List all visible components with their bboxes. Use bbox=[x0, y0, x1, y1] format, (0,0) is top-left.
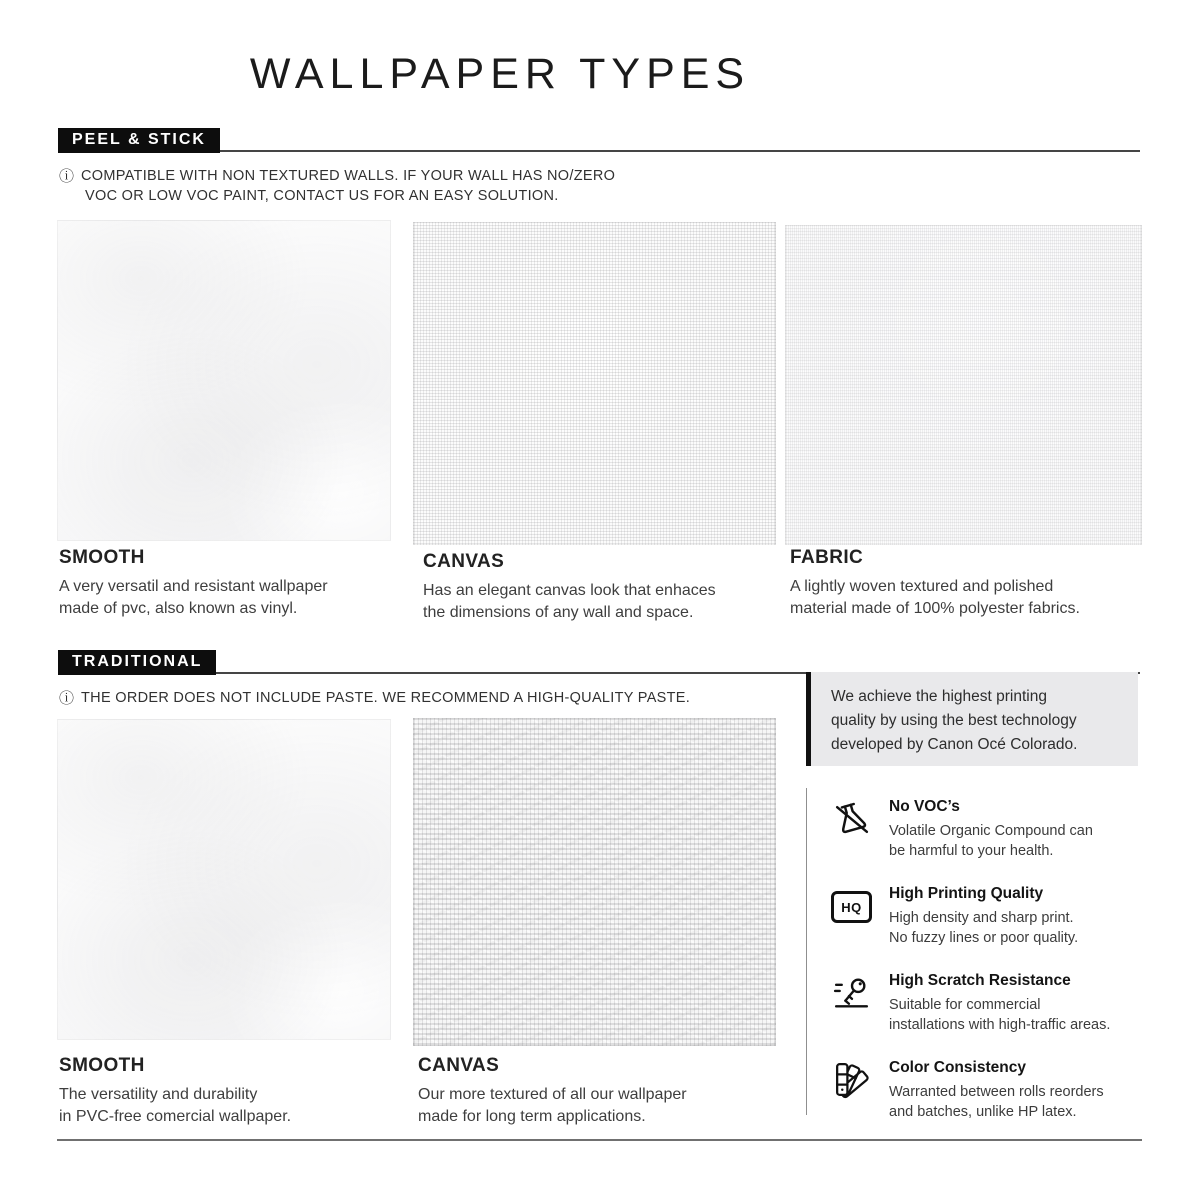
peel-stick-fabric-caption bbox=[790, 547, 1150, 619]
traditional-note bbox=[59, 689, 759, 709]
swatch-description bbox=[59, 1084, 399, 1127]
swatch-description bbox=[423, 580, 783, 623]
feature-description bbox=[889, 995, 1110, 1035]
desc-line: Has an elegant canvas look that enhaces bbox=[423, 582, 716, 599]
hq-badge-icon bbox=[831, 885, 872, 926]
scratch-key-icon bbox=[831, 972, 872, 1013]
note-line: VOC OR LOW VOC PAINT, CONTACT US FOR AN EASY SOLUTION. bbox=[85, 187, 559, 204]
peel-stick-note-text bbox=[81, 167, 615, 206]
feature-text bbox=[889, 885, 1078, 948]
desc-line: material made of 100% polyester fabrics. bbox=[790, 599, 1080, 617]
feature-title: Color Consistency bbox=[889, 1059, 1026, 1076]
peel-stick-smooth-caption bbox=[59, 547, 399, 619]
desc-line: A lightly woven textured and polished bbox=[790, 578, 1054, 595]
quote-line: We achieve the highest printing bbox=[831, 688, 1047, 705]
feature-high-scratch-resistance bbox=[831, 972, 1151, 1035]
desc-line: installations with high-traffic areas. bbox=[889, 1017, 1111, 1033]
info-icon: ⓘ bbox=[59, 690, 75, 707]
peel-stick-rule bbox=[58, 150, 1140, 152]
desc-line: High density and sharp print. bbox=[889, 910, 1074, 926]
swatch-description bbox=[59, 576, 399, 619]
peel-stick-canvas-swatch-image bbox=[413, 222, 776, 545]
traditional-smooth-caption bbox=[59, 1055, 399, 1127]
peel-stick-fabric-swatch-image bbox=[785, 225, 1142, 545]
page-title: WALLPAPER TYPES bbox=[249, 50, 751, 98]
traditional-smooth-swatch-image bbox=[57, 719, 391, 1040]
traditional-canvas-swatch-image bbox=[413, 718, 776, 1046]
feature-color-consistency bbox=[831, 1059, 1151, 1122]
swatch-name: CANVAS bbox=[418, 1055, 500, 1076]
desc-line: Warranted between rolls reorders bbox=[889, 1084, 1104, 1100]
feature-text bbox=[889, 972, 1110, 1035]
feature-title: No VOC’s bbox=[889, 798, 960, 815]
desc-line: The versatility and durability bbox=[59, 1086, 258, 1103]
desc-line: and batches, unlike HP latex. bbox=[889, 1104, 1077, 1120]
feature-description bbox=[889, 908, 1078, 948]
feature-text bbox=[889, 798, 1093, 861]
note-line: THE ORDER DOES NOT INCLUDE PASTE. WE RECOMMEND A HIGH-QUALITY PASTE. bbox=[81, 690, 691, 706]
desc-line: made of pvc, also known as vinyl. bbox=[59, 599, 298, 617]
swatch-name: CANVAS bbox=[423, 551, 505, 572]
peel-stick-smooth-swatch-image bbox=[57, 220, 391, 541]
feature-list bbox=[806, 788, 1151, 1120]
swatch-description bbox=[790, 576, 1150, 619]
desc-line: the dimensions of any wall and space. bbox=[423, 603, 694, 621]
feature-title: High Scratch Resistance bbox=[889, 972, 1071, 989]
peel-stick-note bbox=[59, 167, 699, 206]
peel-stick-badge-label: PEEL & STICK bbox=[58, 128, 220, 153]
desc-line: No fuzzy lines or poor quality. bbox=[889, 930, 1079, 946]
desc-line: be harmful to your health. bbox=[889, 843, 1054, 859]
color-swatches-icon bbox=[831, 1059, 872, 1100]
desc-line: A very versatil and resistant wallpaper bbox=[59, 578, 328, 595]
feature-text bbox=[889, 1059, 1104, 1122]
desc-line: Our more textured of all our wallpaper bbox=[418, 1086, 687, 1103]
feature-description bbox=[889, 1082, 1104, 1122]
bottom-rule bbox=[57, 1139, 1142, 1141]
traditional-canvas-caption bbox=[418, 1055, 778, 1127]
swatch-description bbox=[418, 1084, 778, 1127]
traditional-badge-label: TRADITIONAL bbox=[58, 650, 216, 675]
swatch-name: FABRIC bbox=[790, 547, 864, 568]
swatch-name: SMOOTH bbox=[59, 547, 145, 568]
traditional-note-text bbox=[81, 689, 690, 709]
desc-line: made for long term applications. bbox=[418, 1107, 646, 1125]
info-icon: ⓘ bbox=[59, 168, 75, 185]
peel-stick-badge bbox=[58, 128, 220, 153]
traditional-badge bbox=[58, 650, 216, 675]
feature-description bbox=[889, 821, 1093, 861]
feature-high-printing-quality bbox=[831, 885, 1151, 948]
desc-line: Volatile Organic Compound can bbox=[889, 823, 1093, 839]
note-line: COMPATIBLE WITH NON TEXTURED WALLS. IF YOUR WALL HAS NO/ZERO bbox=[81, 168, 616, 184]
swatch-name: SMOOTH bbox=[59, 1055, 145, 1076]
feature-title: High Printing Quality bbox=[889, 885, 1044, 902]
desc-line: in PVC-free comercial wallpaper. bbox=[59, 1107, 292, 1125]
hq-badge-text: HQ bbox=[841, 899, 862, 915]
quote-line: developed by Canon Océ Colorado. bbox=[831, 736, 1078, 753]
printing-quality-quote bbox=[806, 672, 1138, 766]
feature-no-vocs bbox=[831, 798, 1151, 861]
desc-line: Suitable for commercial bbox=[889, 997, 1041, 1013]
no-voc-flask-icon bbox=[831, 798, 872, 839]
peel-stick-canvas-caption bbox=[423, 551, 783, 623]
quote-line: quality by using the best technology bbox=[831, 712, 1077, 729]
